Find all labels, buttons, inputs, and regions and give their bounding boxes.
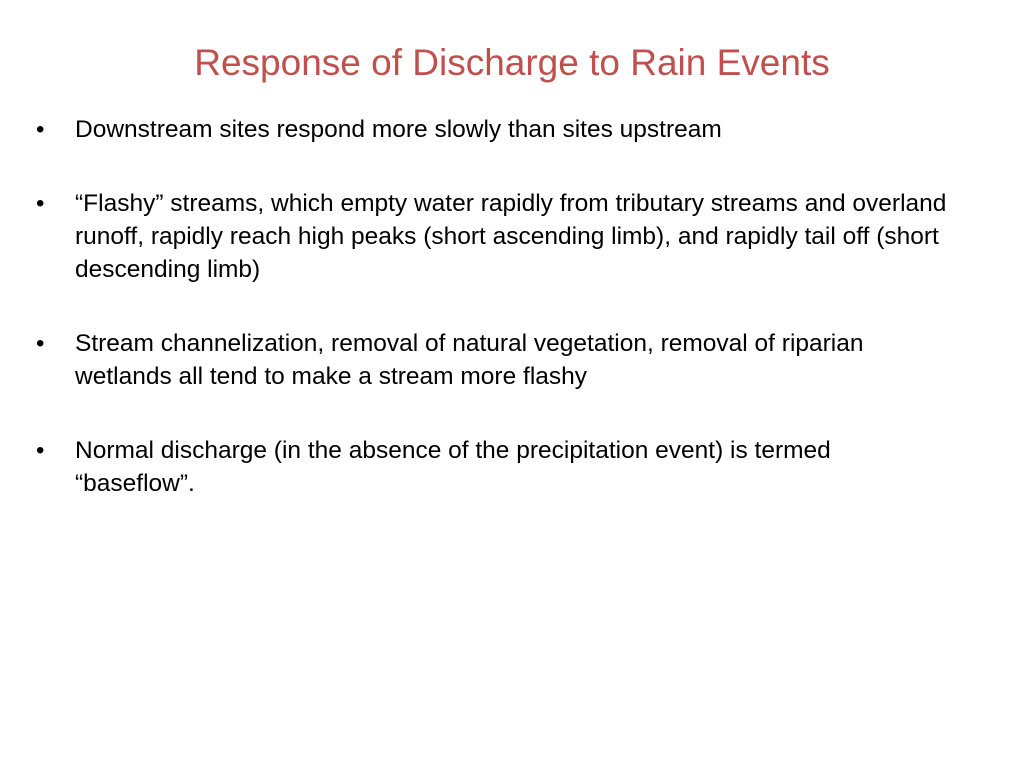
- bullet-item: [30, 113, 955, 146]
- slide-title: Response of Discharge to Rain Events: [194, 42, 830, 83]
- bullet-text: Downstream sites respond more slowly than sites upstream: [75, 116, 722, 143]
- bullet-text: “Flashy” streams, which empty water rapidly from tributary streams and overland runoff, rapidly reach high peaks (short ascending limb), and rapidly tail off (short descending limb): [75, 190, 947, 283]
- bullet-text: Stream channelization, removal of natural vegetation, removal of riparian wetlands all tend to make a stream more flashy: [75, 330, 864, 390]
- bullet-item: [30, 327, 955, 393]
- bullet-item: [30, 434, 955, 500]
- bullet-dot-icon: •: [36, 190, 45, 217]
- bullet-dot-icon: •: [36, 116, 45, 143]
- bullet-text: Normal discharge (in the absence of the precipitation event) is termed “baseflow”.: [75, 437, 831, 497]
- bullet-item: [30, 187, 955, 286]
- bullet-dot-icon: •: [36, 330, 45, 357]
- bullet-dot-icon: •: [36, 437, 45, 464]
- bullet-list: [30, 113, 955, 500]
